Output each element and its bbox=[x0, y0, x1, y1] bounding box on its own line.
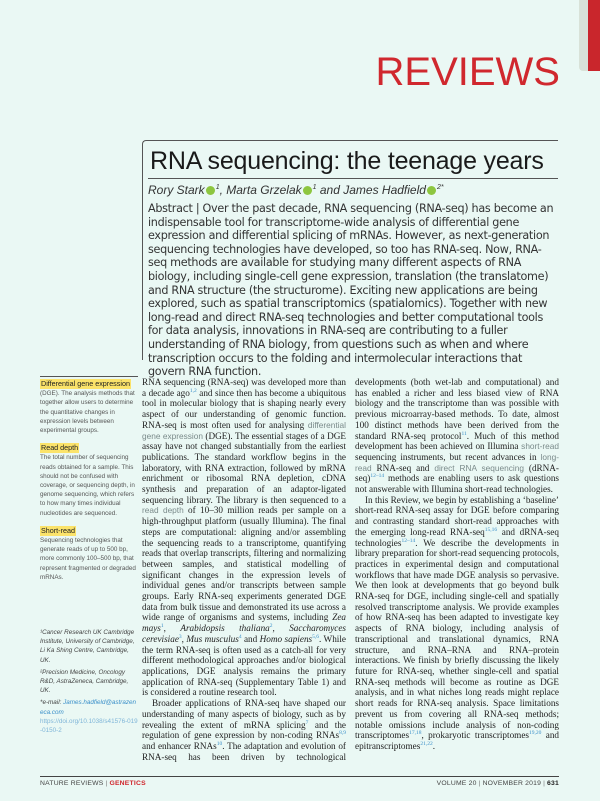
species-name: Homo sapiens bbox=[259, 633, 313, 644]
reference-link[interactable]: 3 bbox=[178, 633, 182, 640]
body-text: Broader applications of RNA-seq have shaped our understanding of many aspects of biology, such as by revealing the extent of mRNA splicing bbox=[142, 698, 346, 730]
body-paragraph bbox=[142, 377, 346, 698]
correspondence bbox=[40, 698, 138, 735]
glossary-entry bbox=[40, 443, 138, 518]
email-link[interactable]: James.hadfield@astrazeneca.com bbox=[40, 699, 136, 716]
affiliation: ²Precision Medicine, Oncology R&D, AstraZeneca, Cambridge, UK. bbox=[40, 668, 129, 695]
body-text: . Much of this method development has been achieved on Illumina bbox=[355, 430, 560, 452]
body-text: , bbox=[181, 633, 187, 644]
glossary-term: Read depth bbox=[41, 443, 79, 453]
body-text: and the regulation of gene expression by non-coding RNAs bbox=[142, 719, 346, 741]
reference-link[interactable]: 7 bbox=[305, 719, 309, 726]
author-affiliation: 2* bbox=[436, 184, 444, 191]
reference-link[interactable]: 4 bbox=[238, 633, 242, 640]
body-text: . The adaptation and evolution of RNA-seq has been driven by technological developments (both wet-lab and computational) and has enabled a richer and less biased view of RNA biology and the transcriptome than was possible with previous microarray-based methods. To date, almost 100 distinct methods have been derived from the standard RNA-seq protocol bbox=[142, 377, 559, 762]
body-text: In this Review, we begin by establishing a ‘baseline’ short-read RNA-seq assay for DGE before comparing and contrasting standard short-read approaches with the emerging long-read RNA-seq bbox=[355, 494, 559, 537]
body-text: , bbox=[272, 623, 290, 634]
species-name: Zea mays bbox=[142, 612, 346, 634]
body-text: and dRNA-seq technologies bbox=[355, 526, 559, 548]
author-affiliation: 1 bbox=[215, 184, 220, 191]
glossary-link[interactable]: read depth bbox=[142, 505, 184, 516]
body-text: . While the term RNA-seq is often used as a catch-all for very different methodological approaches and/or biological applications, DGE analysis remains the primary application of RNA-seq (Supplementary Table 1) and is considered a routine research tool. bbox=[142, 633, 346, 698]
title-divider bbox=[148, 178, 558, 179]
footer-issue: VOLUME 20 | NOVEMBER 2019 | 631 bbox=[436, 780, 559, 787]
glossary-definition: (DGE). The analysis methods that together allow users to determine the quantitative changes in expression levels between experimental groups. bbox=[40, 390, 135, 435]
orcid-icon[interactable] bbox=[303, 186, 312, 195]
reference-link[interactable]: 5,6 bbox=[312, 633, 319, 640]
footer-journal: NATURE REVIEWS | GENETICS bbox=[40, 780, 146, 787]
reference-link[interactable]: 8,9 bbox=[339, 730, 346, 737]
species-name: Saccharomyces cerevisiae bbox=[142, 623, 347, 644]
body-paragraph bbox=[355, 495, 559, 752]
reference-link[interactable]: 12–14 bbox=[401, 537, 416, 544]
sidebar-divider bbox=[40, 376, 138, 377]
body-text: , bbox=[163, 623, 181, 634]
reference-link[interactable]: 1,2 bbox=[189, 387, 197, 394]
body-text: (dRNA-seq) bbox=[355, 462, 559, 484]
reference-link[interactable]: 10 bbox=[216, 740, 223, 747]
glossary-link[interactable]: differential gene expression bbox=[142, 419, 346, 441]
doi-link[interactable]: https://doi.org/10.1038/s41576-019-0150-2 bbox=[40, 717, 138, 735]
glossary-entry bbox=[40, 379, 138, 435]
section-tab-shadow bbox=[579, 0, 588, 71]
reference-link[interactable]: 12–14 bbox=[370, 473, 385, 480]
orcid-icon[interactable] bbox=[427, 186, 436, 195]
glossary-definition: The total number of sequencing reads obtained for a sample. This should not be confused with coverage, or sequencing depth, in genome sequencing, which refers to how many times individual nucleotides are sequenced. bbox=[40, 454, 135, 517]
reference-link[interactable]: 17,18 bbox=[409, 730, 422, 737]
glossary-link[interactable]: direct RNA sequencing bbox=[434, 462, 524, 473]
author-name: James Hadfield bbox=[343, 183, 426, 197]
glossary-link[interactable]: short-read bbox=[521, 441, 559, 452]
journal-name: NATURE REVIEWS bbox=[40, 780, 104, 787]
species-name: Mus musculus bbox=[186, 633, 239, 644]
abstract: Abstract | Over the past decade, RNA sequencing (RNA-seq) has become an indispensable tool for transcriptome-wide analysis of differential gene expression and differential splicing of mRNAs. However, as next-generation sequencing technologies have developed, so too has RNA-seq. Now, RNA-seq methods are available for studying many different aspects of RNA biology, including single-cell gene expression, translation (the translatome) and RNA structure (the structurome). Exciting new applications are being explored, such as spatial transcriptomics (spatialomics). Together with new long-read and direct RNA-seq technologies and better computational tools for data analysis, innovations in RNA-seq are contributing to a fuller understanding of RNA biology, from questions such as when and where transcription occurs to the folding and intermolecular interactions that govern RNA function. bbox=[148, 202, 554, 379]
body-text: of 10–30 million reads per sample on a high-throughput platform (usually Illumina). The final steps are computational: aligning and/or assembling the sequencing reads to a transcriptome, quantifying reads that overlap transcripts, filtering and normalizing between samples, and statistical modelling of significant changes in the expression levels of individual genes and/or transcripts between sample groups. Early RNA-seq experiments generated DGE data from bulk tissue and demonstrated its use across a wide range of organisms and systems, including bbox=[142, 505, 346, 623]
species-name: Arabidopsis thaliana bbox=[180, 623, 270, 634]
reference-link[interactable]: 11 bbox=[461, 430, 467, 437]
body-text: . bbox=[432, 740, 435, 751]
article-title: RNA sequencing: the teenage years bbox=[150, 147, 544, 175]
body-text: (DGE). The essential stages of a DGE assay have not changed substantially from the earliest publications. The standard workflow begins in the laboratory, with RNA extraction, followed by mRNA enrichment or ribosomal RNA depletion, cDNA synthesis and preparation of an adaptor-ligated sequencing library. The library is then sequenced to a bbox=[142, 430, 346, 505]
author-separator: and bbox=[316, 183, 344, 197]
body-text: . We describe the developments in library preparation for short-read sequencing protocols, practices in experimental design and computational workflows that have made DGE analysis so pervasive. We then look at developments that go beyond bulk RNA-seq for DGE, including single-cell and spatially resolved transcriptome analysis. We provide examples of how RNA-seq has been adapted to investigate key aspects of RNA biology, including analysis of transcriptional and translational dynamics, RNA structure, and RNA–RNA and RNA–protein interactions. We finish by briefly discussing the likely future for RNA-seq, whether single-cell and spatial RNA-seq methods will become as routine as DGE analysis, and in what niches long reads might replace short reads for RNA-seq analysis. Space limitations prevent us from covering all RNA-seq methods; notable omissions include analysis of non-coding transcriptomes bbox=[355, 537, 559, 741]
body-text: , prokaryotic transcriptomes bbox=[421, 730, 529, 741]
glossary-definition: Sequencing technologies that generate reads of up to 500 bp, more commonly 100–500 bp, that represent fragmented or degraded mRNAs. bbox=[40, 537, 136, 581]
glossary-term: Differential gene expression bbox=[41, 379, 130, 388]
section-tab bbox=[588, 0, 600, 71]
glossary-term: Short-read bbox=[41, 525, 75, 535]
footer-divider bbox=[40, 776, 559, 777]
author-name: Rory Stark bbox=[148, 183, 205, 197]
email-label: *e-mail: bbox=[40, 699, 64, 707]
reference-link[interactable]: 21,22 bbox=[420, 740, 433, 747]
body-text: RNA sequencing (RNA-seq) was developed more than a decade ago bbox=[142, 377, 346, 398]
author-affiliation: 1 bbox=[312, 184, 317, 191]
body-text: sequencing instruments, but recent advances in bbox=[355, 451, 541, 462]
volume: VOLUME 20 bbox=[436, 780, 477, 787]
reference-link[interactable]: 2 bbox=[269, 623, 273, 630]
author-separator: , bbox=[219, 183, 227, 197]
reference-link[interactable]: 1 bbox=[160, 623, 164, 630]
issue-date: NOVEMBER 2019 bbox=[482, 780, 542, 787]
reference-link[interactable]: 15,16 bbox=[484, 526, 498, 533]
author-list bbox=[148, 183, 558, 197]
glossary-link[interactable]: long-read bbox=[355, 451, 559, 473]
glossary-entry bbox=[40, 526, 138, 582]
body-text: methods are enabling users to ask questions not answerable with Illumina short-read technologies. bbox=[355, 473, 559, 495]
page-number: 631 bbox=[547, 780, 559, 787]
section-label: REVIEWS bbox=[375, 50, 560, 94]
journal-subtitle: GENETICS bbox=[109, 780, 146, 787]
body-text: and epitranscriptomes bbox=[355, 730, 560, 751]
body-text: and since then has become a ubiquitous tool in molecular biology that is shaping nearly every aspect of our understanding of genomic function. RNA-seq is most often used for analysing bbox=[142, 387, 346, 430]
reference-link[interactable]: 19,20 bbox=[528, 730, 542, 737]
body-text: and enhancer RNAs bbox=[142, 740, 217, 751]
author-name: Marta Grzelak bbox=[226, 183, 302, 197]
orcid-icon[interactable] bbox=[206, 186, 215, 195]
body-text: and bbox=[241, 633, 260, 644]
affiliation: ¹Cancer Research UK Cambridge Institute, University of Cambridge, Li Ka Shing Centre, Cambridge, UK. bbox=[40, 629, 135, 664]
body-text: RNA-seq and bbox=[371, 462, 435, 473]
glossary-sidebar bbox=[40, 376, 138, 738]
affiliations bbox=[40, 628, 138, 735]
article-body bbox=[142, 377, 559, 762]
